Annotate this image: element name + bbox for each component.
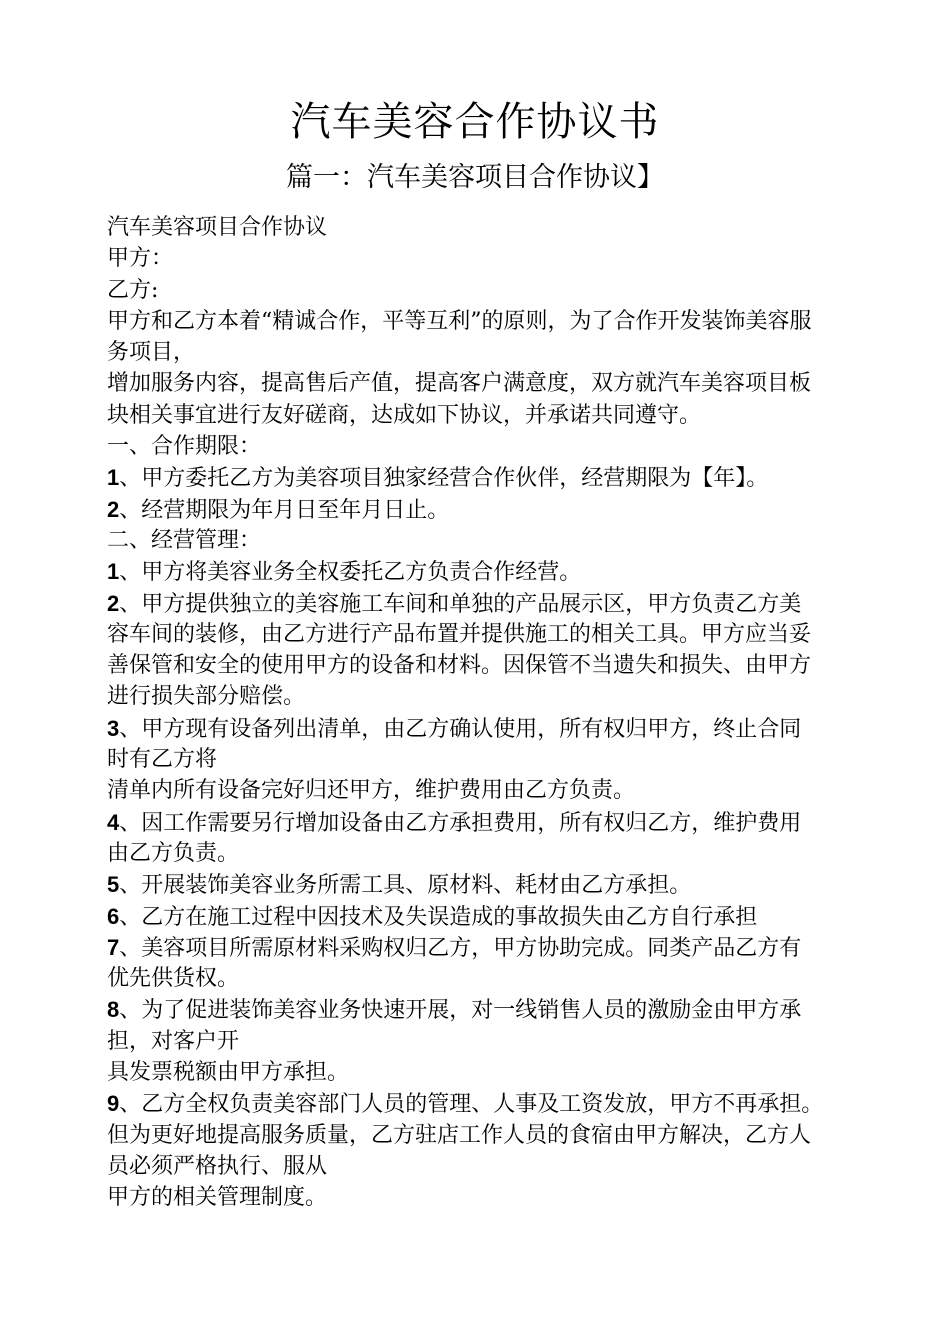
- line-text: 块相关事宜进行友好磋商，达成如下协议，并承诺共同遵守。: [107, 402, 702, 428]
- text-line: [107, 807, 867, 838]
- text-line: [107, 588, 867, 619]
- line-text: 、因工作需要另行增加设备由乙方承担费用，所有权归乙方，维护费用: [119, 810, 802, 836]
- clause-number: 4: [107, 809, 120, 835]
- text-line: [107, 1120, 867, 1151]
- clause-number: 3: [107, 715, 120, 741]
- line-text: 增加服务内容，提高售后产值，提高客户满意度，双方就汽车美容项目板: [107, 371, 812, 397]
- text-line: [107, 212, 867, 243]
- clause-number: 7: [107, 934, 120, 960]
- line-text: 、甲方提供独立的美容施工车间和单独的产品展示区，甲方负责乙方美: [119, 591, 802, 617]
- line-text: 但为更好地提高服务质量，乙方驻店工作人员的食宿由甲方解决，乙方人: [107, 1122, 812, 1148]
- document-title: 汽车美容合作协议书: [290, 99, 660, 145]
- text-line: [107, 838, 867, 869]
- text-line: [107, 963, 867, 994]
- text-line: [107, 243, 867, 274]
- line-text: 、乙方全权负责美容部门人员的管理、人事及工资发放，甲方不再承担。: [119, 1092, 824, 1118]
- text-line: [107, 901, 867, 932]
- text-line: [107, 681, 867, 712]
- text-line: [107, 556, 867, 587]
- line-text: 、开展装饰美容业务所需工具、原材料、耗材由乙方承担。: [119, 873, 692, 899]
- line-text: 甲方的相关管理制度。: [107, 1185, 328, 1211]
- line-text: 、甲方现有设备列出清单，由乙方确认使用，所有权归甲方，终止合同: [119, 716, 802, 742]
- line-text: 务项目，: [107, 340, 196, 366]
- text-line: [107, 1182, 867, 1213]
- text-line: [107, 525, 867, 556]
- line-text: 、经营期限为年月日至年月日止。: [119, 497, 450, 523]
- text-line: [107, 1088, 867, 1119]
- line-text: 时有乙方将: [107, 747, 218, 773]
- text-line: [107, 775, 867, 806]
- clause-number: 9: [107, 1091, 120, 1117]
- text-line: [107, 431, 867, 462]
- text-line: [107, 368, 867, 399]
- text-line: [107, 462, 867, 493]
- line-text: 、乙方在施工过程中因技术及失误造成的事故损失由乙方自行承担: [119, 904, 758, 930]
- clause-number: 5: [107, 872, 120, 898]
- line-text: 由乙方负责。: [107, 840, 240, 866]
- line-text: 乙方:: [107, 277, 159, 303]
- text-line: [107, 619, 867, 650]
- line-text: 员必须严格执行、服从: [107, 1153, 328, 1179]
- text-line: [107, 337, 867, 368]
- line-text: 汽车美容项目合作协议: [107, 215, 328, 240]
- line-text: 优先供货权。: [107, 966, 240, 992]
- document-subtitle: 篇一：汽车美容项目合作协议】: [286, 162, 664, 193]
- line-text: 甲方和乙方本着“精诚合作，平等互利”的原则，为了合作开发装饰美容服: [107, 308, 812, 334]
- text-line: [107, 744, 867, 775]
- line-text: 善保管和安全的使用甲方的设备和材料。因保管不当遗失和损失、由甲方: [107, 653, 812, 679]
- text-line: [107, 1026, 867, 1057]
- line-text: 容车间的装修，由乙方进行产品布置并提供施工的相关工具。甲方应当妥: [107, 621, 812, 647]
- clause-number: 1: [107, 559, 120, 585]
- clause-number: 6: [107, 903, 120, 929]
- text-line: [107, 275, 867, 306]
- clause-number: 2: [107, 496, 120, 522]
- text-line: [107, 713, 867, 744]
- clause-number: 1: [107, 465, 120, 491]
- text-line: [107, 306, 867, 337]
- line-text: 、甲方将美容业务全权委托乙方负责合作经营。: [119, 560, 582, 586]
- line-text: 具发票税额由甲方承担。: [107, 1060, 350, 1086]
- text-line: [107, 494, 867, 525]
- text-line: [107, 994, 867, 1025]
- document-body: [107, 212, 867, 1214]
- line-text: 一、合作期限：: [107, 434, 262, 460]
- line-text: 甲方：: [107, 246, 174, 272]
- clause-number: 8: [107, 997, 120, 1023]
- line-text: 清单内所有设备完好归还甲方，维护费用由乙方负责。: [107, 778, 636, 804]
- line-text: 、为了促进装饰美容业务快速开展，对一线销售人员的激励金由甲方承: [119, 998, 802, 1024]
- line-text: 、美容项目所需原材料采购权归乙方，甲方协助完成。同类产品乙方有: [119, 935, 802, 961]
- clause-number: 2: [107, 590, 120, 616]
- line-text: 进行损失部分赔偿。: [107, 684, 306, 710]
- text-line: [107, 650, 867, 681]
- line-text: 担，对客户开: [107, 1028, 240, 1054]
- line-text: 二、经营管理：: [107, 527, 262, 553]
- text-line: [107, 932, 867, 963]
- text-line: [107, 400, 867, 431]
- text-line: [107, 1151, 867, 1182]
- text-line: [107, 869, 867, 900]
- line-text: 、甲方委托乙方为美容项目独家经营合作伙伴，经营期限为【年】。: [119, 466, 769, 492]
- text-line: [107, 1057, 867, 1088]
